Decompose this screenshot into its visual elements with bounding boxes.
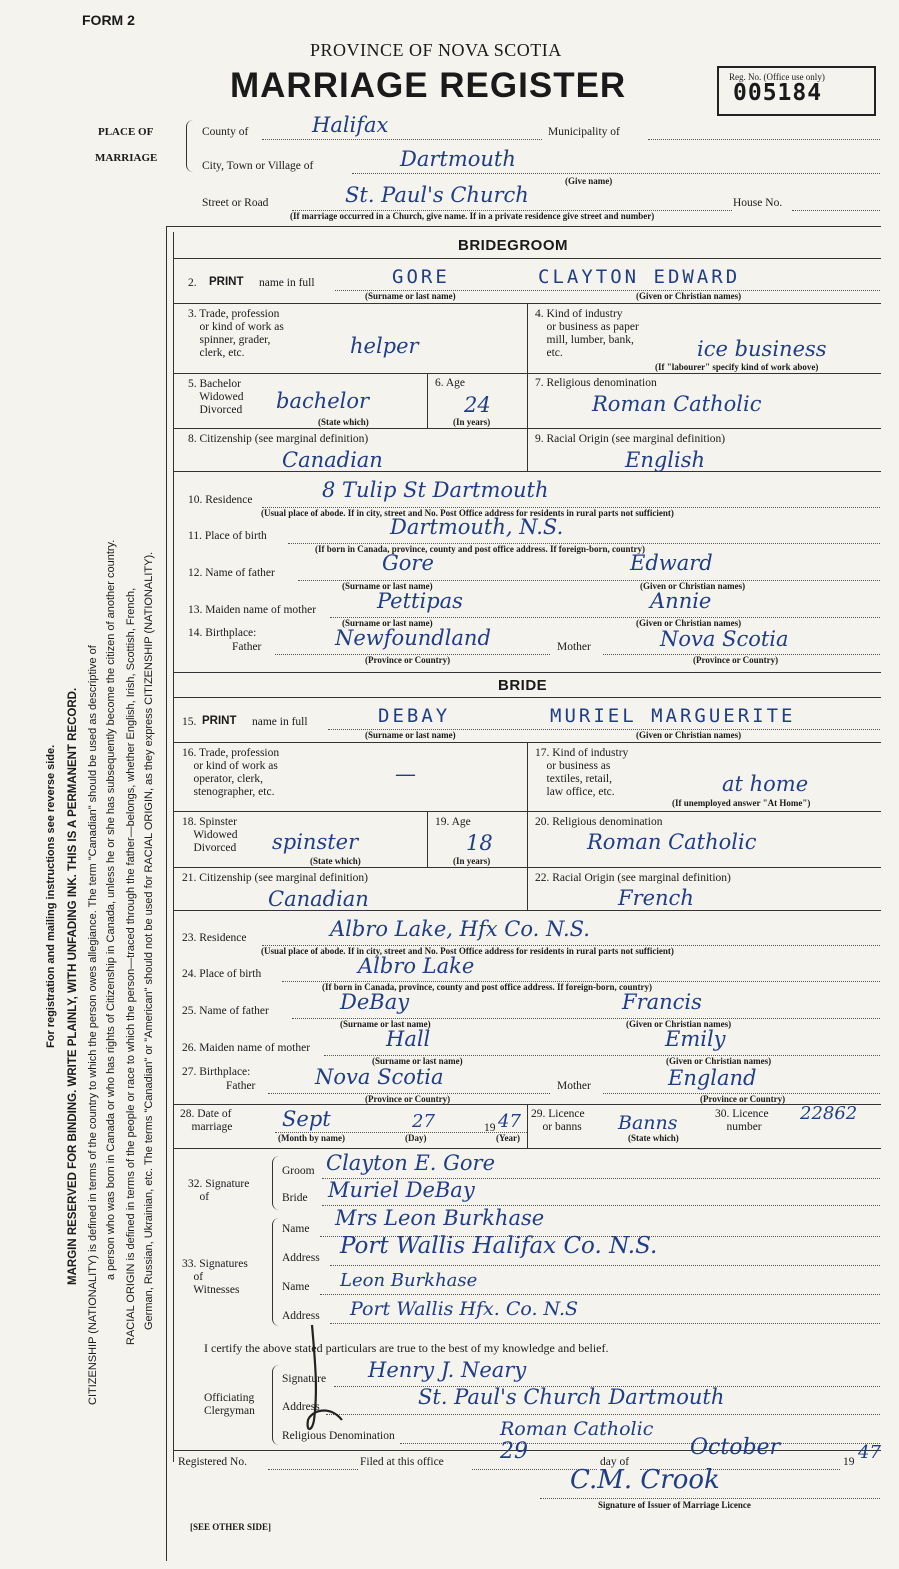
bride-f15-label: name in full [252, 716, 308, 728]
bride-mother-surname: Hall [386, 1027, 431, 1051]
w2-name-label: Name [282, 1281, 310, 1293]
marriage-day-hint: (Day) [405, 1133, 427, 1143]
unemployed-hint: (If unemployed answer "At Home") [672, 798, 811, 808]
house-label: House No. [733, 197, 783, 209]
groom-f11-label: 11. Place of birth [188, 530, 267, 542]
f29-label: 29. Licence or banns [531, 1108, 585, 1133]
bride-f20-label: 20. Religious denomination [535, 816, 663, 828]
bride-surname-hint: (Surname or last name) [365, 730, 456, 740]
witness1-address: Port Wallis Halifax Co. N.S. [340, 1233, 658, 1259]
issuer-signature: C.M. Crook [570, 1465, 720, 1495]
groom-f4-label: 4. Kind of industry or business as paper mill, lumber, bank, etc. [535, 308, 639, 359]
groom-father-given-hint: (Given or Christian names) [640, 581, 746, 591]
bride-f26-label: 26. Maiden name of mother [182, 1042, 311, 1054]
bride-in-years: (In years) [453, 856, 491, 866]
groom-age: 24 [464, 393, 491, 417]
clergy-denomination: Roman Catholic [500, 1418, 654, 1440]
city-value: Dartmouth [400, 147, 516, 171]
groom-f10-label: 10. Residence [188, 494, 253, 506]
margin-line-6: German, Russian, Ukrainian, etc. The terms "Canadian" or "American" should not be used for RACIAL ORIGIN, as they express CITIZENSHIP (NATIONALITY). [143, 551, 155, 1330]
bride-mother-birthplace: England [668, 1066, 757, 1090]
bride-f18-label: 18. Spinster Widowed Divorced [182, 816, 238, 854]
reg-number: 005184 [733, 80, 823, 106]
groom-mother-bp-label: Mother [557, 641, 591, 653]
groom-industry: ice business [697, 337, 827, 361]
marriage-label: MARRIAGE [95, 152, 158, 164]
day-of-label: day of [600, 1456, 630, 1468]
county-label: County of [202, 126, 249, 138]
groom-surname-hint: (Surname or last name) [365, 291, 456, 301]
groom-birth-hint: (If born in Canada, province, county and post office address. If foreign-born, country) [315, 544, 646, 554]
licence-number: 22862 [800, 1103, 858, 1124]
bride-f16-label: 16. Trade, profession or kind of work as operator, clerk, stenographer, etc. [182, 747, 280, 798]
marriage-day: 27 [412, 1111, 435, 1132]
groom-given-hint: (Given or Christian names) [636, 291, 742, 301]
marriage-year: 47 [498, 1111, 521, 1132]
bride-age: 18 [466, 831, 493, 855]
bride-father-bp-label: Father [226, 1080, 256, 1092]
w1-name-label: Name [282, 1223, 310, 1235]
margin-line-1: For registration and mailing instructions see reverse side. [45, 744, 57, 1048]
bride-given: MURIEL MARGUERITE [550, 705, 796, 727]
groom-father-given: Edward [630, 551, 713, 575]
groom-f9-label: 9. Racial Origin (see marginal definition) [535, 433, 726, 445]
clergy-denom-label: Religious Denomination [282, 1430, 395, 1442]
bride-father-province-hint: (Province or Country) [365, 1094, 451, 1104]
bride-f19-label: 19. Age [435, 816, 471, 828]
bride-father-given-hint: (Given or Christian names) [626, 1019, 732, 1029]
groom-f13-label: 13. Maiden name of mother [188, 604, 317, 616]
margin-line-3: CITIZENSHIP (NATIONALITY) is defined in terms of the country to which the person owes allegiance. The term "Canadian" should be used as descriptive of [87, 645, 99, 1405]
clergy-label: Officiating Clergyman [204, 1392, 255, 1417]
groom-mother-birthplace: Nova Scotia [660, 627, 789, 651]
bride-sig-label: Bride [282, 1192, 308, 1204]
bride-birth-hint: (If born in Canada, province, county and post office address. If foreign-born, country) [322, 982, 653, 992]
bride-status: spinster [272, 830, 359, 854]
w1-address-label: Address [282, 1252, 320, 1264]
groom-f3-label: 3. Trade, profession or kind of work as spinner, grader, clerk, etc. [188, 308, 284, 359]
filed-year: 47 [858, 1442, 881, 1463]
margin-line-2: MARGIN RESERVED FOR BINDING. WRITE PLAINLY, WITH UNFADING INK. THIS IS A PERMANENT RECORD. [67, 687, 79, 1285]
groom-f6-label: 6. Age [435, 377, 466, 389]
groom-mother-given-hint: (Given or Christian names) [636, 618, 742, 628]
marriage-month: Sept [282, 1107, 331, 1131]
place-label: PLACE OF [98, 126, 154, 138]
bride-father-surname-hint: (Surname or last name) [340, 1019, 431, 1029]
margin-line-5: RACIAL ORIGIN is defined in terms of the people or race to which the person—traced through the father—belongs, whether English, Irish, Scottish, French, [125, 587, 137, 1345]
groom-surname: GORE [392, 266, 450, 288]
witness2-name: Leon Burkhase [340, 1270, 478, 1291]
groom-f12-label: 12. Name of father [188, 567, 275, 579]
bride-f27-label: 27. Birthplace: [182, 1066, 251, 1078]
groom-status: bachelor [276, 389, 370, 413]
bride-heading: BRIDE [498, 677, 548, 694]
page-title: MARRIAGE REGISTER [230, 66, 627, 105]
issuer-label: Signature of Issuer of Marriage Licence [598, 1500, 751, 1510]
bride-f17-label: 17. Kind of industry or business as textiles, retail, law office, etc. [535, 747, 629, 798]
church-note: (If marriage occurred in a Church, give name. If in a private residence give street and number) [290, 211, 655, 221]
form-number: FORM 2 [82, 12, 135, 28]
f32-label: 32. Signature of [188, 1178, 250, 1203]
bridegroom-heading: BRIDEGROOM [458, 237, 568, 254]
bride-state-which: (State which) [310, 856, 361, 866]
clergy-sig-label: Signature [282, 1373, 327, 1385]
filed-label: Filed at this office [360, 1456, 444, 1468]
groom-mother-province-hint: (Province or Country) [693, 655, 779, 665]
clergy-address: St. Paul's Church Dartmouth [418, 1385, 725, 1409]
groom-f2-print: PRINT [209, 276, 244, 288]
bride-mother-bp-label: Mother [557, 1080, 591, 1092]
groom-origin: English [625, 448, 706, 472]
reg-label: Reg. No. (Office use only) [729, 72, 825, 82]
groom-citizenship: Canadian [282, 448, 383, 472]
bride-religion: Roman Catholic [587, 830, 757, 854]
groom-in-years: (In years) [453, 417, 491, 427]
licence-type: Banns [618, 1112, 678, 1134]
filed-month: October [690, 1435, 781, 1460]
groom-signature: Clayton E. Gore [326, 1151, 496, 1175]
bride-father-surname: DeBay [340, 990, 410, 1014]
marriage-year-hint: (Year) [496, 1133, 520, 1143]
marriage-year-prefix: 19 [484, 1122, 496, 1134]
municipality-label: Municipality of [548, 126, 620, 138]
groom-father-surname-hint: (Surname or last name) [342, 581, 433, 591]
bride-father-birthplace: Nova Scotia [315, 1065, 444, 1089]
groom-residence-hint: (Usual place of abode. If in city, street and No. Post Office address for residents in rural parts not sufficient) [261, 508, 674, 518]
groom-f14-label: 14. Birthplace: [188, 627, 257, 639]
filed-day: 29 [500, 1439, 528, 1464]
f30-label: 30. Licence number [715, 1108, 769, 1133]
bride-mother-surname-hint: (Surname or last name) [372, 1056, 463, 1066]
bride-birthplace: Albro Lake [358, 954, 475, 978]
marriage-month-hint: (Month by name) [278, 1133, 345, 1143]
groom-birthplace: Dartmouth, N.S. [390, 515, 564, 539]
margin-line-4: a person who was born in Canada or who has rights of Citizenship in Canada, unless he or she has subsequently become the citizen of another country. [105, 539, 117, 1280]
bride-f24-label: 24. Place of birth [182, 968, 262, 980]
w2-address-label: Address [282, 1310, 320, 1322]
bride-mother-province-hint: (Province or Country) [700, 1094, 786, 1104]
bride-f25-label: 25. Name of father [182, 1005, 269, 1017]
filed-year-prefix: 19 [843, 1456, 855, 1468]
groom-f8-label: 8. Citizenship (see marginal definition) [188, 433, 369, 445]
groom-f2-label: name in full [259, 277, 315, 289]
clergy-signature: Henry J. Neary [368, 1358, 527, 1382]
groom-residence: 8 Tulip St Dartmouth [322, 478, 549, 502]
reg-box [717, 66, 876, 116]
bride-residence-hint: (Usual place of abode. If in city, street and No. Post Office address for residents in rural parts not sufficient) [261, 946, 674, 956]
give-name-hint: (Give name) [565, 176, 613, 186]
bride-mother-given: Emily [665, 1027, 726, 1051]
clergy-address-label: Address [282, 1401, 320, 1413]
province-heading: PROVINCE OF NOVA SCOTIA [310, 40, 562, 60]
groom-mother-surname: Pettipas [377, 589, 463, 613]
groom-f2-num: 2. [188, 277, 197, 289]
bride-origin: French [618, 886, 694, 910]
licence-state-which: (State which) [628, 1133, 679, 1143]
groom-mother-surname-hint: (Surname or last name) [342, 618, 433, 628]
see-other-side: [SEE OTHER SIDE] [190, 1522, 272, 1532]
groom-state-which: (State which) [318, 417, 369, 427]
bride-f23-label: 23. Residence [182, 932, 247, 944]
registered-label: Registered No. [178, 1456, 247, 1468]
groom-f7-label: 7. Religious denomination [535, 377, 657, 389]
bride-mother-given-hint: (Given or Christian names) [666, 1056, 772, 1066]
bride-given-hint: (Given or Christian names) [636, 730, 742, 740]
street-value: St. Paul's Church [345, 183, 529, 207]
f33-label: 33. Signatures of Witnesses [182, 1258, 248, 1296]
groom-mother-given: Annie [650, 589, 712, 613]
witness2-address: Port Wallis Hfx. Co. N.S [350, 1298, 579, 1320]
bride-f21-label: 21. Citizenship (see marginal definition) [182, 872, 368, 884]
groom-father-surname: Gore [382, 551, 434, 575]
bride-industry: at home [722, 772, 809, 796]
groom-f5-label: 5. Bachelor Widowed Divorced [188, 378, 244, 416]
groom-father-bp-label: Father [232, 641, 262, 653]
bride-surname: DEBAY [378, 705, 451, 727]
labourer-hint: (If "labourer" specify kind of work above) [655, 362, 819, 372]
bride-f22-label: 22. Racial Origin (see marginal definition) [535, 872, 731, 884]
f28-label: 28. Date of marriage [180, 1108, 233, 1133]
county-value: Halifax [312, 113, 389, 137]
city-label: City, Town or Village of [202, 160, 314, 172]
groom-sig-label: Groom [282, 1165, 315, 1177]
street-label: Street or Road [202, 197, 269, 209]
place-brace [186, 120, 193, 172]
groom-religion: Roman Catholic [592, 392, 762, 416]
bride-signature: Muriel DeBay [328, 1178, 475, 1202]
bride-f15-print: PRINT [202, 715, 237, 727]
bride-residence: Albro Lake, Hfx Co. N.S. [330, 917, 590, 941]
witness1-name: Mrs Leon Burkhase [335, 1206, 545, 1230]
bride-f15-num: 15. [182, 716, 197, 728]
pen-flourish [300, 1320, 360, 1440]
groom-father-birthplace: Newfoundland [335, 626, 491, 650]
groom-father-province-hint: (Province or Country) [365, 655, 451, 665]
groom-given: CLAYTON EDWARD [538, 266, 741, 288]
bride-father-given: Francis [622, 990, 702, 1014]
bride-trade: — [395, 762, 416, 786]
groom-trade: helper [350, 334, 419, 358]
bride-citizenship: Canadian [268, 887, 369, 911]
certify-statement: I certify the above stated particulars are true to the best of my knowledge and belief. [204, 1341, 609, 1355]
